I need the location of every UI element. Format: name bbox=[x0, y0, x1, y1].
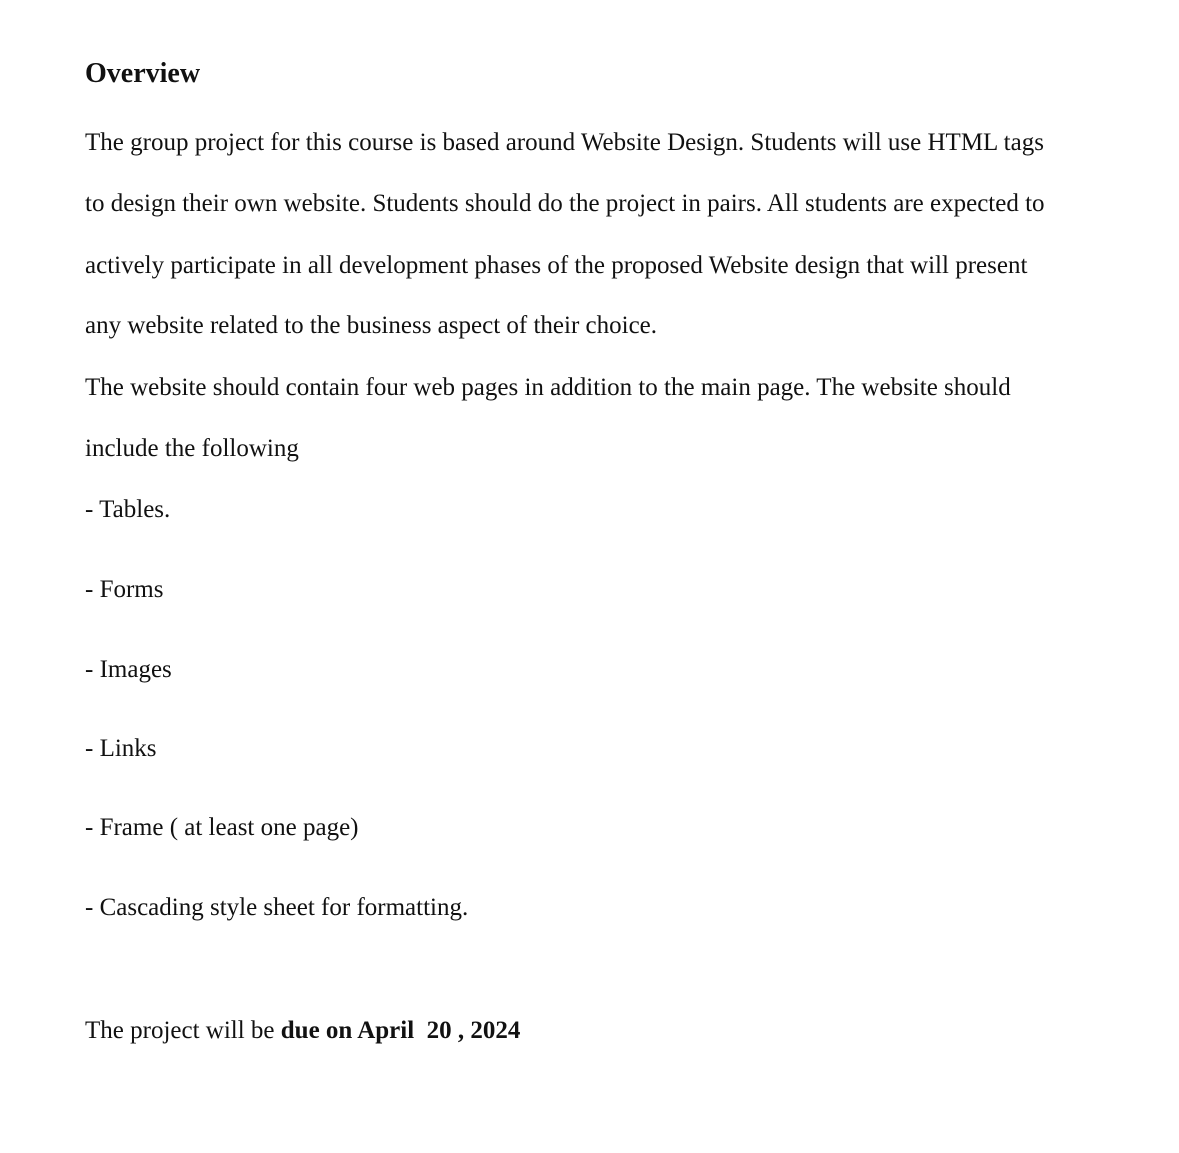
requirement-item-tables: - Tables. bbox=[85, 496, 171, 523]
paragraph-1-line-1: The group project for this course is based around Website Design. Students will use HTML tags bbox=[85, 129, 1044, 156]
requirement-item-css: - Cascading style sheet for formatting. bbox=[85, 894, 469, 921]
due-date-bold: due on April 20 , 2024 bbox=[280, 1017, 521, 1044]
requirement-item-images: - Images bbox=[85, 656, 172, 683]
paragraph-1-line-2: to design their own website. Students should do the project in pairs. All students are expected to bbox=[85, 190, 1045, 217]
requirement-item-frame: - Frame ( at least one page) bbox=[85, 814, 359, 841]
overview-heading: Overview bbox=[85, 58, 201, 89]
due-date-prefix: The project will be bbox=[85, 1017, 281, 1044]
paragraph-1-line-3: actively participate in all development phases of the proposed Website design that will present bbox=[85, 252, 1028, 279]
requirement-item-forms: - Forms bbox=[85, 576, 164, 603]
paragraph-1-line-4: any website related to the business aspect of their choice. bbox=[85, 312, 658, 339]
paragraph-2-line-2: include the following bbox=[85, 435, 299, 462]
requirement-item-links: - Links bbox=[85, 735, 157, 762]
due-date-statement bbox=[85, 1014, 520, 1048]
paragraph-2-line-1: The website should contain four web pages in addition to the main page. The website should bbox=[85, 374, 1011, 401]
